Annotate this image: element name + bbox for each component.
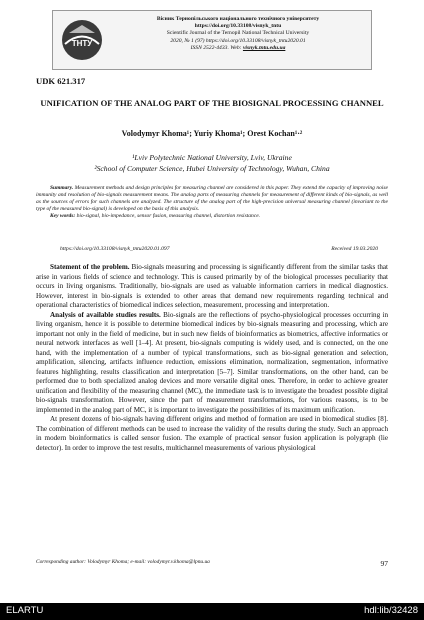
journal-issn: ISSN 2522-4433. Web: visnyk.tntu.edu.ua [190, 44, 286, 51]
journal-name-ukr: Вісник Тернопільського національного технічного університету [156, 16, 320, 22]
page-number: 97 [380, 559, 388, 568]
summary-text: Measurement methods and design principles for measuring channel are considered in this paper. They extend the capacity of improving noise immunity and resolution of bio-signals measurement means. The analog parts of measuring channels for measurement of different kinds of bio-signals, as well as the sources of errors for such channels are analyzed. The structure of the analog part of the high-precision universal measuring channel (invariant to the type of the measured bio-signal) is developed on the basis of this analysis. [36, 185, 388, 213]
repository-name[interactable]: ELARTU [6, 605, 44, 616]
keywords-text: bio-signal, bio-impedance, sensor fusion, measuring channel, distortion resistance. [75, 213, 261, 220]
university-logo-icon [59, 17, 105, 63]
summary-label: Summary. [50, 185, 74, 191]
paper-body [36, 263, 388, 453]
journal-name-eng: Scientific Journal of the Ternopil National Technical University [166, 30, 310, 37]
journal-header [52, 10, 372, 70]
affiliation-1: ¹Lviv Polytechnic National University, Lviv, Ukraine [132, 153, 292, 162]
journal-doi[interactable]: https://doi.org/10.33108/visnyk_tntu [194, 23, 282, 30]
paragraph-2: Analysis of available studies results. Bio-signals are the reflections of psycho-physiological processes occurring in living organism, hence it is possible to determine biomedical indices by bio-signals measuring and processing, which are important not only in the field of medicine, but in such new fields of bioinformatics as biometrics, affective informatics or neural network interfaces as well [1–4]. At present, bio-signals computing is widely used, and is connected, on the one hand, with the implementation of a number of typical transformations, such as bio-signal generation and selection, amplification, silencing, artifacts influence reduction, emissions elimination, normalization, segmentation, informative features highlighting, results classification and interpretation [5–7]. Similar transformations, on the other hand, can be performed due to both specialized analog devices and more versatile digital ones. Therefore, in order to achieve greater unification and flexibility of the measuring channel (MC), the immediate task is to investigate the broadest possible digital bio-signals transformation. However, since the part of measurement transformations, for various reasons, is to be implemented in the analog part of MC, it is important to investigate the possibilities of its maximum unification. [36, 310, 388, 414]
paragraph-1: Statement of the problem. Bio-signals measuring and processing is significantly different from the similar tasks that arise in various fields of science and technology. This is caused primarily by of the biological processes peculiarity that occurs in living organisms. Traditionally, bio-signals are used as valuable information carriers in medical diagnostics. However, interest in bio-signals is extended to other areas that demand new requirements regarding technical and operational characteristics of biomedical indices selection, measurement, processing and interpretation. [36, 263, 388, 309]
handle-id[interactable]: hdl:lib/32428 [364, 605, 418, 616]
affiliation-2: ²School of Computer Science, Hubei University of Technology, Wuhan, China [94, 164, 330, 173]
article-doi-link[interactable]: https://doi.org/10.33108/visnyk_tntu2020.01.097 [60, 246, 170, 252]
journal-issue: 2020, № 1 (97) https://doi.org/10.33108/visnyk_tntu2020.01 [170, 37, 306, 44]
journal-header-text [109, 16, 367, 52]
udk-code: UDK 621.317 [36, 76, 86, 86]
journal-website-link[interactable]: visnyk.tntu.edu.ua [242, 44, 286, 51]
paragraph-3: At present dozens of bio-signals having different origins and method of formation are used in biomedical studies [8]. The combination of different methods can be used to increase the validity of the results during the study. Such an approach in modern bioinformatics is called sensor fusion. The example of practical sensor fusion application is polygraph (lie detector). In order to improve the test results, multichannel measurements of various physiological [36, 415, 388, 452]
keywords-label: Key words: [50, 213, 76, 220]
affiliations [36, 152, 388, 174]
article-meta [60, 246, 378, 252]
page-footer [36, 559, 388, 568]
corresponding-author: Corresponding author: Volodymyr Khoma; e-mail: volodymyr.v.khoma@lpnu.ua [36, 559, 210, 565]
paper-authors: Volodymyr Khoma¹; Yuriy Khoma¹; Orest Kochan¹·² [121, 129, 303, 138]
svg-text:ТНТУ: ТНТУ [71, 39, 93, 48]
paper-title: UNIFICATION OF THE ANALOG PART OF THE BIOSIGNAL PROCESSING CHANNEL [40, 98, 384, 108]
received-date: Received 19.03.2020 [331, 246, 378, 252]
repository-bar [0, 603, 424, 620]
abstract [36, 185, 388, 220]
